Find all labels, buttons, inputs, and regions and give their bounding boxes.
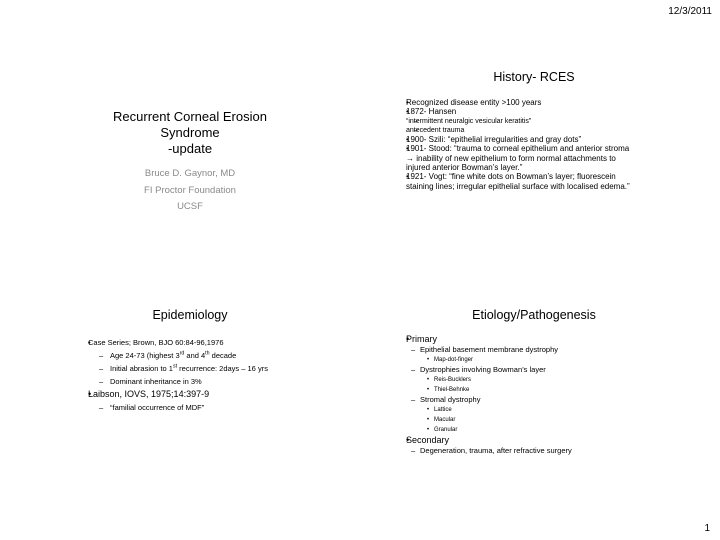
sub-bullet-item: – Dystrophies involving Bowman’s layer (406, 365, 666, 375)
subtitle (18, 166, 362, 216)
sub-bullet-item: – “familial occurrence of MDF” (88, 401, 318, 414)
bullet-list (406, 98, 636, 191)
bullet-item: • 1872- Hansen (406, 107, 636, 116)
bullet-text: recurrence: 2days – 16 yrs (177, 364, 268, 373)
author-name: Bruce D. Gaynor, MD (144, 168, 236, 179)
slide-history (362, 62, 706, 270)
slide-heading: Etiology/Pathogenesis (472, 308, 596, 322)
sub-bullet-item (88, 362, 318, 375)
bullet-text: Initial abrasion to 1 (110, 364, 173, 373)
sub-sub-bullet-item: • Reis-Bucklers (406, 375, 666, 385)
title-block (18, 109, 362, 216)
bullet-text: decade (209, 351, 237, 360)
bullet-item: • 1921- Vogt: “fine white dots on Bowman’s layer; fluorescein staining lines; irregular epithelial surface with localised edema.” (406, 172, 636, 191)
bullet-text: inability of new epithelium to form normal attachments to injured anterior Bowman’s layer.” (406, 153, 616, 173)
sub-sub-bullet-item: • Granular (406, 425, 666, 435)
slide-title (18, 62, 362, 270)
title-line-1: Recurrent Corneal Erosion (113, 109, 267, 124)
superscript: rd (179, 350, 185, 357)
bullet-text: Age 24-73 (highest 3 (110, 351, 180, 360)
bullet-item (406, 144, 636, 172)
sub-bullet-item (88, 349, 318, 362)
slide-heading: Epidemiology (152, 308, 228, 322)
title-line-3: -update (167, 141, 213, 156)
bullet-item: • Laibson, IOVS, 1975;14:397-9 (88, 388, 318, 401)
author-org: FI Proctor Foundation (144, 184, 236, 196)
sub-sub-bullet-item: • Lattice (406, 405, 666, 415)
bullet-item: • Recognized disease entity >100 years (406, 98, 636, 107)
bullet-item: • Primary (406, 334, 666, 345)
bullet-item: • Case Series; Brown, BJO 60:84-96,1976 (88, 336, 318, 349)
sub-bullet-item: – Dominant inheritance in 3% (88, 375, 318, 388)
bullet-list (406, 334, 666, 456)
sub-bullet-item: – Epithelial basement membrane dystrophy (406, 345, 666, 355)
title-line-2: Syndrome (160, 125, 220, 140)
sub-bullet-item: – “intermittent neuralgic vesicular keratitis” (406, 117, 636, 126)
slide-etiology (362, 300, 706, 508)
slide-heading: History- RCES (493, 70, 575, 84)
superscript: th (205, 350, 210, 357)
sub-sub-bullet-item: • Map-dot-finger (406, 355, 666, 365)
sub-bullet-item: – Stromal dystrophy (406, 395, 666, 405)
sub-sub-bullet-item: • Thiel-Behnke (406, 385, 666, 395)
page-number: 1 (704, 523, 710, 534)
bullet-text: and 4 (184, 351, 206, 360)
bullet-item: • 1900- Szili: “epithelial irregularities and gray dots” (406, 135, 636, 144)
main-title (18, 109, 362, 157)
sub-bullet-item: – antecedent trauma (406, 126, 636, 135)
sub-sub-bullet-item: • Macular (406, 415, 666, 425)
bullet-text: 1901- Stood: “trauma to corneal epithelium and anterior stroma (406, 144, 630, 154)
bullet-item: • Secondary (406, 435, 666, 446)
header-date: 12/3/2011 (668, 6, 712, 17)
author-institution: UCSF (177, 201, 203, 212)
slide-epidemiology (18, 300, 362, 508)
superscript: st (172, 363, 178, 370)
arrow-right-icon: → (406, 153, 414, 163)
bullet-list (88, 336, 318, 414)
sub-bullet-item: – Degeneration, trauma, after refractive surgery (406, 446, 666, 456)
